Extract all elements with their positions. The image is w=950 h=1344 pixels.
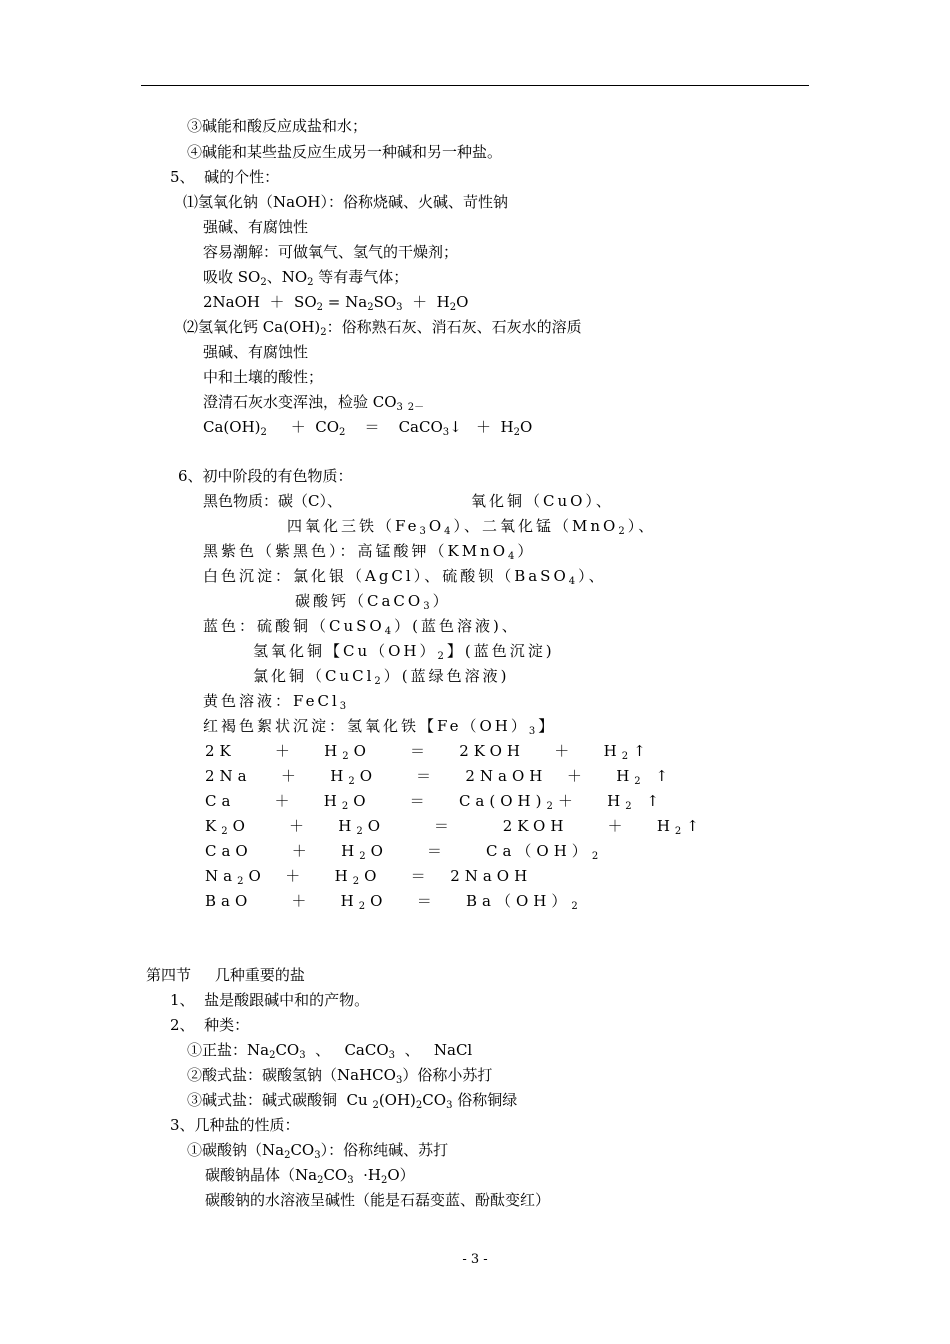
naoh-title: ⑴氢氧化钠（NaOH）：俗称烧碱、火碱、苛性钠	[183, 193, 508, 211]
header-rule	[141, 85, 809, 86]
blue-substances-2: 氢氧化铜【$Cu(OH)_2$】(蓝色沉淀)	[253, 642, 555, 662]
equation-cao-water: CaO ＋ $H_2O$ ＝ $Ca(OH)_2$	[205, 842, 604, 862]
salts-point-3: 3、几种盐的性质：	[170, 1116, 300, 1134]
black-substances-2: 四氧化三铁$(Fe_3O_4)$、二氧化锰（MnO$_2$）、	[287, 517, 657, 537]
section5-heading: 5、 碱的个性：	[170, 168, 280, 186]
salts-point-2: 2、 种类：	[170, 1016, 250, 1034]
naoh-line: 强碱、有腐蚀性	[203, 218, 309, 236]
blue-substances: 蓝色：硫酸铜（CuSO$_4$）(蓝色溶液)、	[203, 617, 520, 637]
purple-black: 黑紫色（紫黑色）：高锰酸钾（KMnO$_4$）	[203, 542, 536, 562]
sodium-carbonate-solution: 碳酸钠的水溶液呈碱性（能是石磊变蓝、酚酞变红）	[205, 1191, 551, 1209]
equation-k2o-water: $K_2O$ ＋ $H_2O$ ＝ 2KOH ＋ $H_2↑$	[205, 817, 704, 837]
base-property-3: ③碱能和酸反应成盐和水；	[187, 117, 368, 135]
black-substances-cuo: 氧化铜（CuO）、	[471, 492, 614, 510]
equation-k-water: 2K ＋ $H_2O$ ＝ $2KOH + H_2↑$	[205, 742, 651, 762]
acid-salts: ②酸式盐：碳酸氢钠（NaHCO$_3$）俗称小苏打	[187, 1066, 493, 1086]
naoh-absorb-line: 吸收 $SO_2$、$NO_2$ 等有毒气体；	[203, 268, 409, 288]
section-salts-heading: 第四节 几种重要的盐	[146, 966, 305, 984]
equation-ca-water: Ca ＋ $H_2O$ ＝ $Ca(OH)_2+ H_2$ ↑	[205, 792, 664, 812]
red-brown-precipitate: 红褐色絮状沉淀：氢氧化铁【$Fe(OH)_3$】	[203, 717, 557, 737]
naoh-line: 容易潮解：可做氧气、氢气的干燥剂；	[203, 243, 459, 261]
caoh-line: 强碱、有腐蚀性	[203, 343, 309, 361]
page-number: - 3 -	[462, 1252, 488, 1267]
white-precipitate-2: 碳酸钙（CaCO$_3$）	[295, 592, 451, 612]
sodium-carbonate-crystal: 碳酸钠晶体$(Na_2CO_3 \cdot H_2O)$	[205, 1166, 415, 1186]
equation-bao-water: BaO ＋ $H_2O = Ba(OH)_2$	[205, 892, 583, 912]
section6-heading: 6、初中阶段的有色物质：	[178, 467, 353, 485]
normal-salts: ①正盐：$Na_2CO_3$ 、 CaCO$_3$ 、 NaCl	[187, 1041, 473, 1061]
caoh-line: 中和土壤的酸性；	[203, 368, 324, 386]
sodium-carbonate: ①碳酸钠$(Na_2CO_3)$：俗称纯碱、苏打	[187, 1141, 449, 1161]
caoh-test-line: 澄清石灰水变浑浊，检验 $CO_3$ $_{2-}$	[203, 393, 425, 413]
equation-na-water: $2Na + H_2O$ ＝ 2NaOH ＋ $H_2$ ↑	[205, 767, 673, 787]
yellow-solution: 黄色溶液：FeCl$_3$	[203, 692, 350, 712]
white-precipitate: 白色沉淀：氯化银（AgCl）、硫酸钡（BaSO$_4$）、	[203, 567, 607, 587]
caoh-equation: $Ca(OH)_2$ ＋ $CO_2$ ＝ CaCO$_3$↓ ＋ $H_2O$	[203, 418, 533, 438]
basic-salts: ③碱式盐：碱式碳酸铜 Cu $_2(OH)_2CO_3$ 俗称铜绿	[187, 1091, 518, 1111]
equation-na2o-water: $Na_2O + H_2O$ ＝ 2NaOH	[205, 867, 533, 887]
base-property-4: ④碱能和某些盐反应生成另一种碱和另一种盐。	[187, 143, 503, 161]
black-substances: 黑色物质：碳（C）、	[203, 492, 342, 510]
blue-substances-3: 氯化铜（CuCl$_2$）(蓝绿色溶液)	[253, 667, 510, 687]
salts-point-1: 1、 盐是酸跟碱中和的产物。	[170, 991, 370, 1009]
caoh-title: ⑵氢氧化钙 $Ca(OH)_2$：俗称熟石灰、消石灰、石灰水的溶质	[183, 318, 582, 338]
naoh-equation: 2NaOH ＋ $SO_2 = Na_2SO_3 + H_2O$	[203, 293, 469, 313]
